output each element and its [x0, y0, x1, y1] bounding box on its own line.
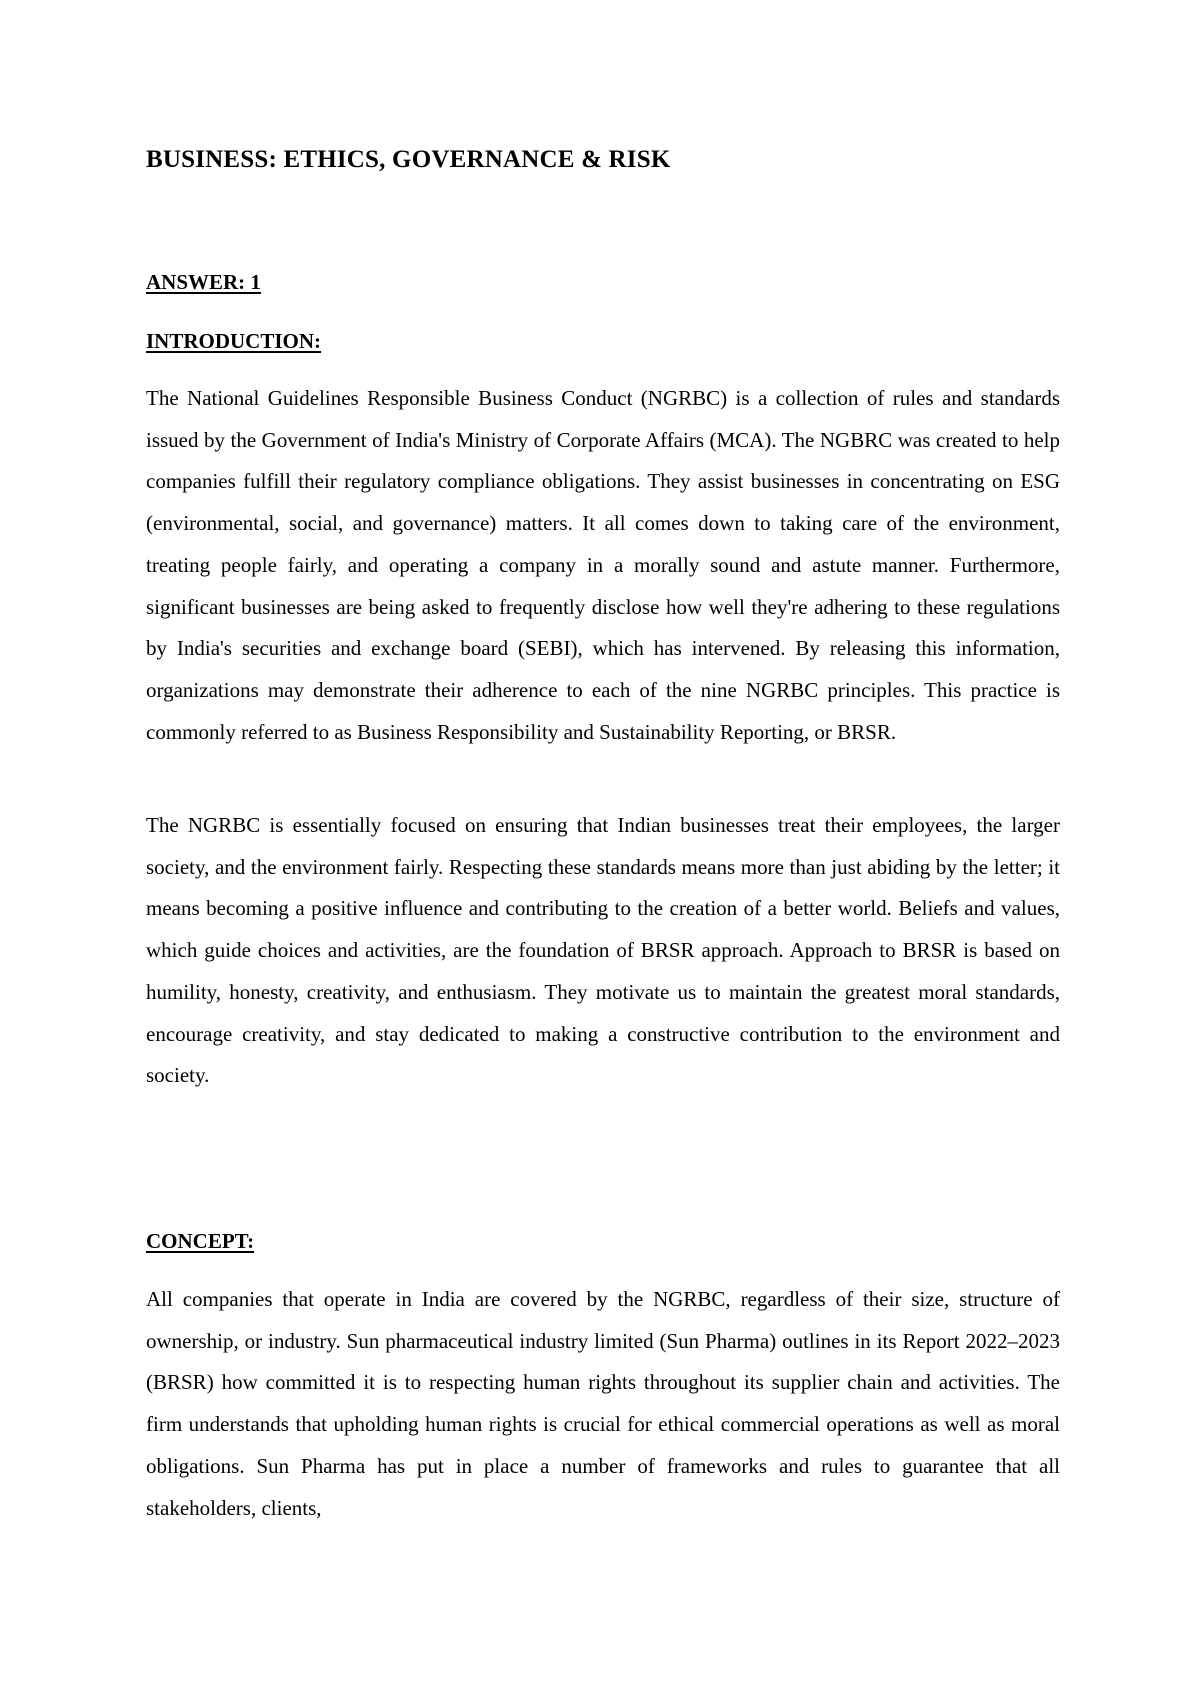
document-title: BUSINESS: ETHICS, GOVERNANCE & RISK: [146, 146, 671, 173]
answer-heading: ANSWER: 1: [146, 270, 261, 294]
introduction-heading: INTRODUCTION:: [146, 329, 322, 353]
concept-heading: CONCEPT:: [146, 1229, 255, 1253]
introduction-paragraph-2: The NGRBC is essentially focused on ensuring that Indian businesses treat their employees, the larger society, and the environment fairly. Respecting these standards means more than just abiding by the letter; it means becoming a positive influence and contributing to the creation of a better world. Beliefs and values, which guide choices and activities, are the foundation of BRSR approach. Approach to BRSR is based on humility, honesty, creativity, and enthusiasm. They motivate us to maintain the greatest moral standards, encourage creativity, and stay dedicated to making a constructive contribution to the environment and society.: [146, 813, 1060, 1088]
introduction-paragraph-1: The National Guidelines Responsible Business Conduct (NGRBC) is a collection of rules and standards issued by the Government of India's Ministry of Corporate Affairs (MCA). The NGBRC was created to help companies fulfill their regulatory compliance obligations. They assist businesses in concentrating on ESG (environmental, social, and governance) matters. It all comes down to taking care of the environment, treating people fairly, and operating a company in a morally sound and astute manner. Furthermore, significant businesses are being asked to frequently disclose how well they're adhering to these regulations by India's securities and exchange board (SEBI), which has intervened. By releasing this information, organizations may demonstrate their adherence to each of the nine NGRBC principles. This practice is commonly referred to as Business Responsibility and Sustainability Reporting, or BRSR.: [146, 386, 1060, 744]
concept-paragraph-1: All companies that operate in India are covered by the NGRBC, regardless of their size, structure of ownership, or industry. Sun pharmaceutical industry limited (Sun Pharma) outlines in its Report 2022–2023 (BRSR) how committed it is to respecting human rights throughout its supplier chain and activities. The firm understands that upholding human rights is crucial for ethical commercial operations as well as moral obligations. Sun Pharma has put in place a number of frameworks and rules to guarantee that all stakeholders, clients,: [146, 1287, 1060, 1520]
